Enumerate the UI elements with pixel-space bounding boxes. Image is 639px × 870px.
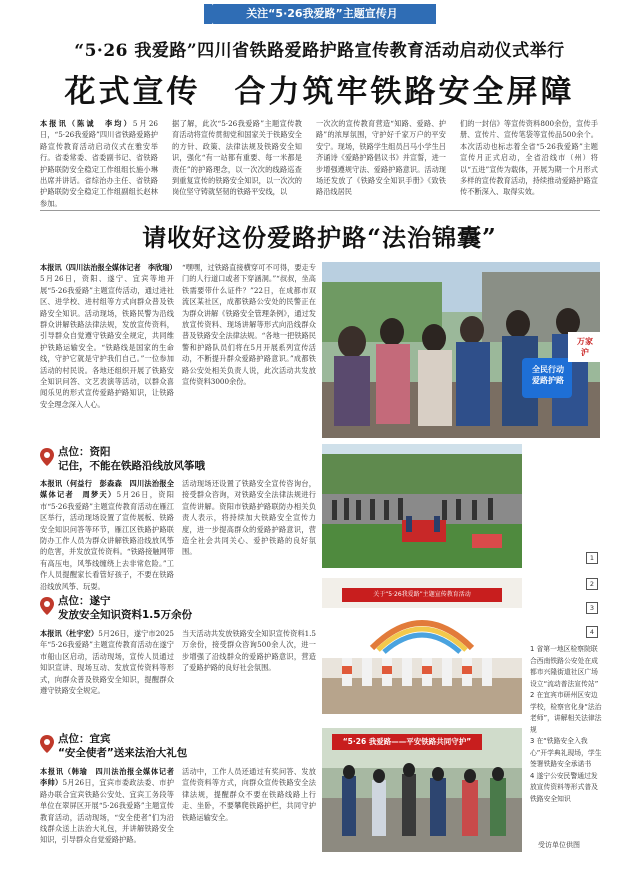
photo-3 xyxy=(322,578,522,714)
banner-flag-left xyxy=(204,4,212,24)
headline-title: 花式宣传 合力筑牢铁路安全屏障 xyxy=(64,74,575,110)
point-yibin xyxy=(58,733,187,760)
lead-col-1 xyxy=(40,118,158,208)
intro-text: 5月26日，资阳、遂宁、宜宾等地开展“5·26我爱路”主题宣传活动，通过进社区、进学校、进村组等方式向群众普及铁路安全知识。活动现场，铁路民警为沿线群众讲解铁路法律法规，发放宣传资料，引导群众自觉遵守铁路安全规定，共同维护铁路运输安全。“铁路线是国家的生命线，守护它就是守护我们自己。”一位参加活动的村民说。各地还组织开展了铁路安全知识问答、文艺表演等活动，以群众喜闻乐见的形式宣传爱路护路知识，让铁路安全理念深入人心。 xyxy=(40,274,174,409)
point-zhiyang xyxy=(58,446,205,473)
lead-col-3: 一次次的宣传教育营造“知路、爱路、护路”的浓厚氛围，守护好千家万户的平安安宁。现场，铁路学生组员吕马小学生吕齐诵诗《爱路护路倡议书》并宣誓，进一步增强遵规守法、爱路护路意识。活动现场还发放了《铁路安全知识手册》《致铁路沿线居民 xyxy=(316,119,446,197)
photo-captions: 1 省第一地区检察院联合西南铁路公安处在成都市兴隆街道社区广场设立“流动普法宣传站” 2 在宜宾市研州区安边学校，检察官化身“法治老师”，讲解相关法律法规 3 在“铁路安全入我心”开学典礼现场，学生签署铁路安全承诺书 4 遂宁公安民警通过发放宣传资料等形式普及铁路安全知识 xyxy=(530,645,602,803)
point-location: 点位：资阳 xyxy=(58,446,111,458)
point-suining xyxy=(58,595,192,622)
point3-col-2: 活动中，工作人员还通过有奖问答、发放宣传资料等方式，向群众宣传铁路安全法律法规，提醒群众不要在铁路线路上行走、坐卧，不要攀爬铁路护栏，共同守护铁路运输安全。 xyxy=(182,767,316,822)
lead-col-2: 据了解，此次“5·26我爱路”主题宣传教育活动将宣传贯彻党和国家关于铁路安全的方针、政策、法律法规及铁路安全知识，强化“有一站都有重要、每一米都是责任”的护路理念，以一次次的线路巡查到重复宣传的铁路安全知识，以一次次的岗位坚守铸就坚韧的铁路平安线，以 xyxy=(172,119,302,197)
photo-4-banner: “5·26 我爱路——平安铁路共同守护” xyxy=(342,737,472,746)
photo-1-sign-right xyxy=(570,336,600,358)
headline-subtitle: “5·26 我爱路”四川省铁路爱路护路宣传教育活动启动仪式举行 xyxy=(74,41,565,61)
lead-col-1-text: 5月26日，“5·26我爱路”四川省铁路爱路护路宣传教育活动启动仪式在雅安举行。省委常委、省委副书记、省铁路护路联防安全稳定工作组组长施小琳出席并讲话。省综治办主任、省铁路护路联防安全稳定工作组副组长赵林参加。 xyxy=(40,119,158,208)
photo-1-sign-line2: 爱路护路 xyxy=(532,376,564,385)
section-banner: 关注“5·26我爱路”主题宣传月 xyxy=(212,4,432,24)
lead-byline: 本报讯（陈诚 李均） xyxy=(40,119,133,128)
photo-2-image xyxy=(322,444,522,568)
point3-byline: 本报讯（韩瑜 四川法治报全媒体记者 李帅） xyxy=(40,767,182,788)
intro-col-2: “嘿嘿，过铁路直接横穿可不可得，要走专门的人行道口或者下穿涵洞。”“叔叔，坐高铁需要带什么证件？”22日，在成都市双流区某社区，成都铁路公安处的民警正在为群众讲解《铁路安全管理条例》，通过发放宣传资料、现场讲解等形式向沿线群众普及铁路安全法律法规。“各地一把铁路民警和护路队员们将在5月开展系列宣传活动，不断提升群众爱路护路意识。”成都铁路公安处相关负责人说，此次活动共发放宣传资料3000余份。 xyxy=(182,263,316,387)
photo-1-sign-text xyxy=(526,364,570,386)
point2-col-2: 当天活动共发放铁路安全知识宣传资料1.5万余份，接受群众咨询500余人次，进一步增强了沿线群众的爱路护路意识，营造了爱路护路的良好社会氛围。 xyxy=(182,629,316,673)
section2-title: 请收好这份爱路护路“法治锦囊” xyxy=(142,223,497,252)
photo-1-sign-right-line2: 沪 xyxy=(581,348,589,357)
point-title: “安全使者”送来法治大礼包 xyxy=(58,747,188,759)
photo-3-banner: 关于“5·26我爱路”主题宣传教育活动 xyxy=(373,591,471,598)
point-title: 发放安全知识资料1.5万余份 xyxy=(58,609,193,621)
banner-flag-right xyxy=(428,4,436,24)
intro-byline: 本报讯（四川法治报全媒体记者 李欣瑞） xyxy=(40,263,177,272)
photo-1-sign-line1: 全民行动 xyxy=(532,365,564,374)
point-location: 点位：遂宁 xyxy=(58,595,111,607)
photo-2 xyxy=(322,444,522,568)
location-pin-icon xyxy=(40,597,54,615)
photo-1 xyxy=(322,262,600,438)
point-title: 记住，不能在铁路沿线放风筝哦 xyxy=(58,460,205,472)
photo-4 xyxy=(322,728,522,852)
photo-1-sign-right-line1: 万家 xyxy=(577,337,593,346)
caption-number: 1 xyxy=(586,552,598,564)
point3-col-1 xyxy=(40,766,182,856)
point1-col-1 xyxy=(40,478,174,591)
point1-col-2: 活动现场还设置了铁路安全宣传咨询台，接受群众咨询，对铁路安全法律法规进行宣传讲解。资阳市铁路护路联防办相关负责人表示，将持续加大铁路安全宣传力度，进一步提高群众的爱路护路意识，营造全社会共同关心、爱护铁路的良好氛围。 xyxy=(182,479,316,557)
location-pin-icon xyxy=(40,735,54,753)
point1-byline: 本报讯（何益行 彭森森 四川法治报全媒体记者 周梦天） xyxy=(40,479,174,500)
caption-number: 2 xyxy=(586,578,598,590)
point2-col-1 xyxy=(40,628,174,716)
lead-col-4: 们的一封信》等宣传资料800余份，宣传手册、宣传片、宣传笔袋等宣传品500余个。本次活动也标志着全省“5·26我爱路”主题宣传月正式启动，全省沿线市（州）将以“五进”宣传为载体，开展为期一个月形式多样的宣传教育活动，持续推动爱路护路宣传不断深入、取得实效。 xyxy=(460,119,598,197)
point3-text: 5月26日，宜宾市委政法委、市护路办联合宜宾铁路公安处、宜宾工务段等单位在翠屏区开展“5·26我爱路”主题宣传教育活动，活动现场，“安全使者”们为沿线群众送上法治大礼包，并讲解铁路安全知识，引导群众自觉爱路护路。 xyxy=(40,778,174,845)
point2-byline: 本报讯（杜宇宏） xyxy=(40,629,99,638)
section-divider xyxy=(40,210,600,211)
point-location: 点位：宜宾 xyxy=(58,733,111,745)
caption-number: 3 xyxy=(586,602,598,614)
point2-text: 5月26日，遂宁市2025年“5·26我爱路”主题宣传教育活动在遂宁市船山区启动，活动现场，宣传人员通过知识宣讲、现场互动、发放宣传资料等形式，向群众普及铁路安全知识，提醒群众遵守铁路安全规定。 xyxy=(40,629,174,696)
photo-credit: 受访单位供图 xyxy=(538,841,580,849)
location-pin-icon xyxy=(40,448,54,466)
point1-text: 5月26日，资阳市“5·26我爱路”主题宣传教育活动在雁江区举行，活动现场设置了宣传展板、铁路安全知识问答等环节，雁江区铁路护路联防办工作人员为群众讲解铁路沿线放风筝的危害，并发放宣传资料。“铁路接触网带有高压电，风筝线缠绕上去非常危险。”工作人员提醒家长看管好孩子，不要在铁路沿线放风筝、玩耍。 xyxy=(40,490,174,591)
intro-col-1 xyxy=(40,262,177,438)
caption-number: 4 xyxy=(586,626,598,638)
photo-1-image xyxy=(322,262,600,438)
